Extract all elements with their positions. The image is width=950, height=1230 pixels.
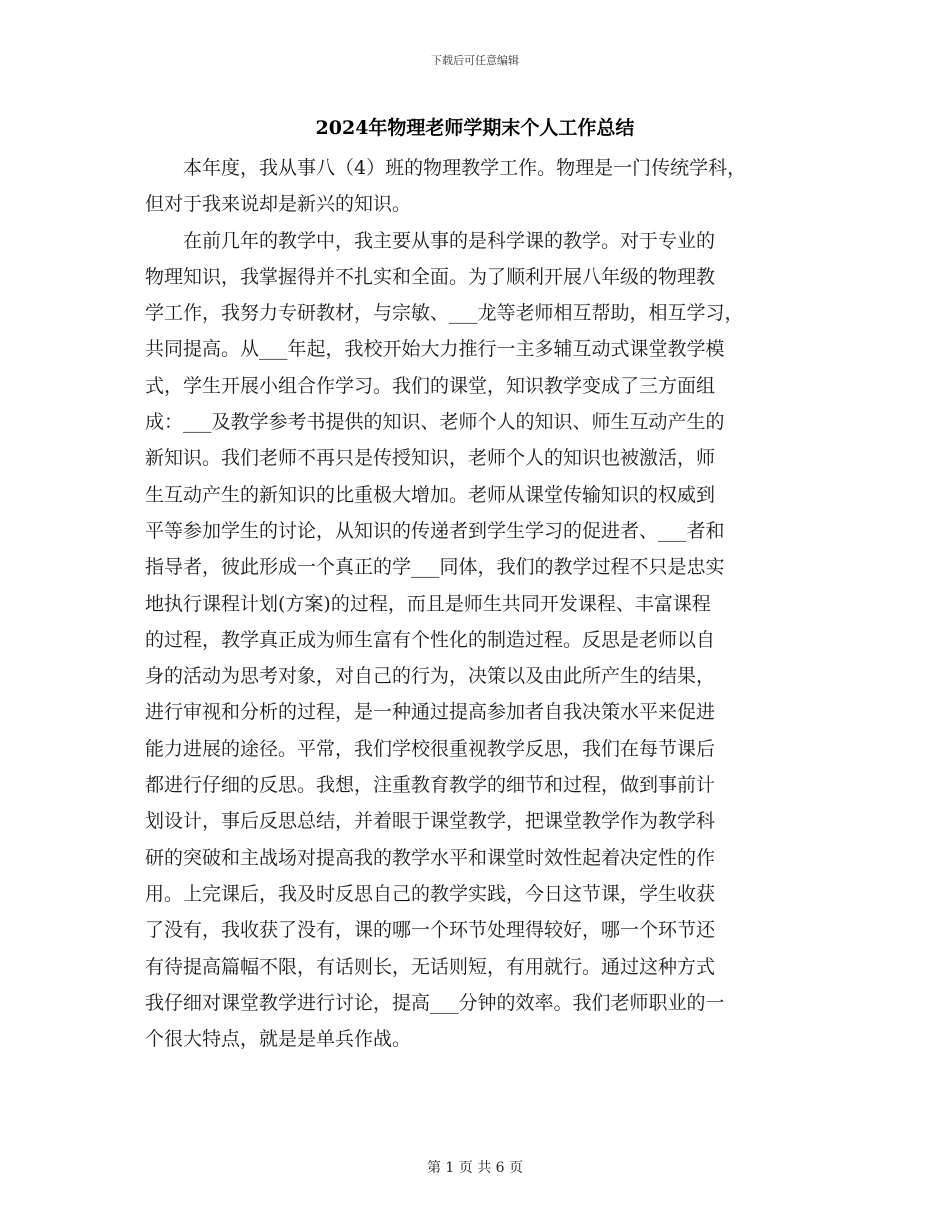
body-line: 指导者，彼此形成一个真正的学___同体，我们的教学过程不只是忠实 (145, 556, 725, 579)
page-header-note: 下载后可任意编辑 (431, 54, 519, 67)
body-line: 能力进展的途径。平常，我们学校很重视教学反思，我们在每节课后 (145, 737, 716, 760)
body-line: 成：___及教学参考书提供的知识、老师个人的知识、师生互动产生的 (145, 411, 725, 434)
body-line: 学工作，我努力专研教材，与宗敏、___龙等老师相互帮助，相互学习， (145, 302, 744, 325)
body-line: 我仔细对课堂教学进行讨论，提高___分钟的效率。我们老师职业的一 (145, 991, 725, 1014)
body-line: 本年度，我从事八（4）班的物理教学工作。物理是一门传统学科， (145, 157, 747, 179)
body-line: 的过程，教学真正成为师生富有个性化的制造过程。反思是老师以自 (145, 628, 716, 651)
body-line: 用。上完课后，我及时反思自己的教学实践，今日这节课，学生收获 (145, 882, 716, 905)
body-line: 生互动产生的新知识的比重极大增加。老师从课堂传输知识的权威到 (145, 483, 716, 506)
body-line: 都进行仔细的反思。我想，注重教育教学的细节和过程，做到事前计 (145, 774, 716, 797)
body-line: 在前几年的教学中，我主要从事的是科学课的教学。对于专业的 (145, 229, 716, 252)
body-line: 个很大特点，就是是单兵作战。 (145, 1028, 412, 1051)
body-line: 进行审视和分析的过程，是一种通过提高参加者自我决策水平来促进 (145, 701, 716, 724)
body-line: 地执行课程计划(方案)的过程，而且是师生共同开发课程、丰富课程 (145, 592, 711, 615)
body-line: 有待提高篇幅不限，有话则长，无话则短，有用就行。通过这种方式 (145, 955, 716, 978)
body-line: 但对于我来说却是新兴的知识。 (145, 193, 412, 216)
body-line: 共同提高。从___年起，我校开始大力推行一主多辅互动式课堂教学模 (145, 338, 725, 361)
page-number-footer: 第 1 页 共 6 页 (426, 1160, 524, 1176)
body-line: 身的活动为思考对象，对自己的行为，决策以及由此所产生的结果， (145, 665, 716, 688)
body-line: 式，学生开展小组合作学习。我们的课堂，知识教学变成了三方面组 (145, 374, 716, 397)
body-line: 新知识。我们老师不再只是传授知识，老师个人的知识也被激活，师 (145, 447, 716, 470)
body-line: 划设计，事后反思总结，并着眼于课堂教学，把课堂教学作为教学科 (145, 810, 716, 833)
body-line: 平等参加学生的讨论，从知识的传递者到学生学习的促进者、___者和 (145, 519, 725, 542)
document-title: 2024年物理老师学期末个人工作总结 (315, 117, 635, 139)
body-line: 研的突破和主战场对提高我的教学水平和课堂时效性起着决定性的作 (145, 846, 716, 869)
body-line: 物理知识，我掌握得并不扎实和全面。为了顺利开展八年级的物理教 (145, 265, 716, 288)
document-body (145, 150, 830, 1057)
body-line: 了没有，我收获了没有，课的哪一个环节处理得较好，哪一个环节还 (145, 919, 716, 942)
